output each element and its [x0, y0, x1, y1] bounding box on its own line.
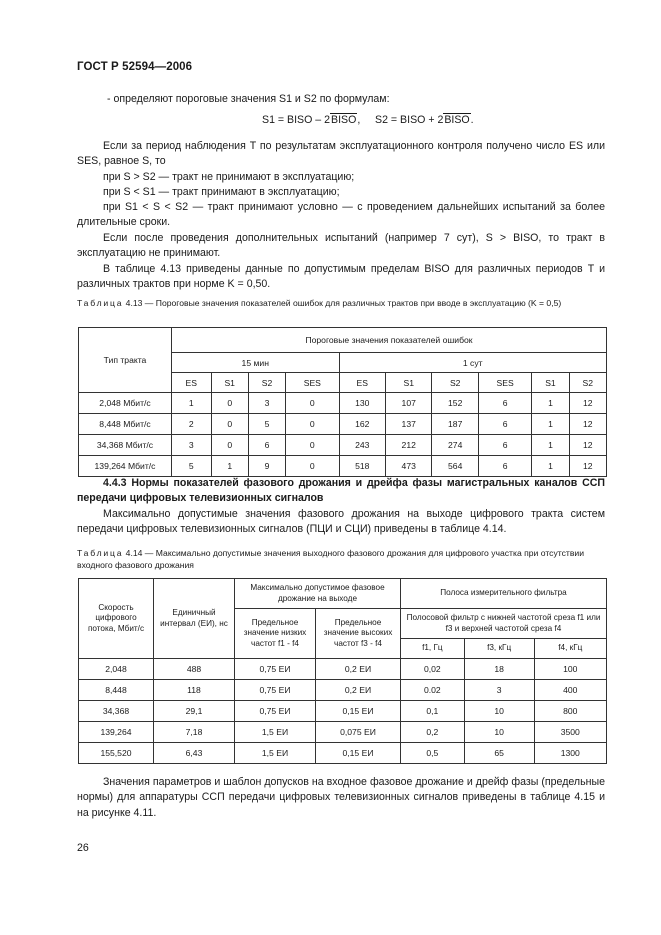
value-cell: 274 [432, 435, 478, 456]
formula-s1: S1 = BISO – 2 [262, 114, 331, 126]
value-cell: 1 [532, 393, 569, 414]
value-cell: 0,75 ЕИ [235, 680, 316, 701]
page-number: 26 [77, 842, 89, 854]
header-speed: Скорость цифрового потока, Мбит/с [79, 579, 154, 659]
value-cell: 0,075 ЕИ [316, 722, 401, 743]
error-threshold-table [78, 327, 607, 477]
formula-s2: S2 = BISO + 2 [375, 114, 444, 126]
header-1day: 1 сут [339, 353, 607, 373]
threshold-formula [262, 114, 474, 126]
value-cell: 0,1 [401, 701, 465, 722]
value-cell: 9 [248, 456, 285, 477]
table2-caption-text: 4.14 — Максимально допустимые значения выходного фазового дрожания для цифрового участка при отсутствии входного фазового дрожания [77, 548, 584, 570]
table-row [79, 743, 607, 764]
formula-end: . [470, 114, 474, 126]
value-cell: 0,15 ЕИ [316, 743, 401, 764]
value-cell: 1 [532, 456, 569, 477]
header-col: ES [172, 373, 212, 393]
header-col: S1 [385, 373, 431, 393]
value-cell: 6 [478, 393, 531, 414]
formula-s2-radicand: BISO [444, 114, 470, 126]
value-cell: 5 [248, 414, 285, 435]
speed-cell: 139,264 [79, 722, 154, 743]
section-heading: 4.4.3 Нормы показателей фазового дрожания и дрейфа фазы магистральных каналов ССП передачи цифровых телевизионных сигналов [77, 477, 605, 505]
value-cell: 0,75 ЕИ [235, 701, 316, 722]
value-cell: 12 [569, 414, 606, 435]
value-cell: 162 [339, 414, 385, 435]
header-15min: 15 мин [172, 353, 340, 373]
paragraph-additional-tests: Если после проведения дополнительных испытаний (например 7 сут), S > BISO, то тракт в эксплуатацию не принимают. [77, 232, 605, 260]
speed-cell: 34,368 [79, 701, 154, 722]
value-cell: 1 [172, 393, 212, 414]
section-text: Максимально допустимые значения фазового дрожания на выходе цифрового тракта систем передачи цифровых телевизионных сигналов (ПЦИ и СЦИ) приведены в таблице 4.14. [77, 508, 605, 536]
header-max-jitter: Максимально допустимое фазовое дрожание на выходе [235, 579, 401, 609]
table-row [79, 456, 607, 477]
value-cell: 1 [532, 414, 569, 435]
value-cell: 6 [248, 435, 285, 456]
path-type-cell: 8,448 Мбит/с [79, 414, 172, 435]
value-cell: 6 [478, 435, 531, 456]
value-cell: 0 [211, 414, 248, 435]
value-cell: 0,2 ЕИ [316, 680, 401, 701]
speed-cell: 2,048 [79, 659, 154, 680]
value-cell: 118 [154, 680, 235, 701]
path-type-cell: 2,048 Мбит/с [79, 393, 172, 414]
table-row [79, 435, 607, 456]
header-f1: f1, Гц [401, 639, 465, 659]
value-cell: 0 [286, 435, 339, 456]
value-cell: 0 [286, 456, 339, 477]
value-cell: 243 [339, 435, 385, 456]
value-cell: 1,5 ЕИ [235, 743, 316, 764]
header-col: S1 [532, 373, 569, 393]
value-cell: 187 [432, 414, 478, 435]
value-cell: 0,15 ЕИ [316, 701, 401, 722]
value-cell: 473 [385, 456, 431, 477]
header-filter-band: Полоса измерительного фильтра [401, 579, 607, 609]
table2-caption-word: Таблица [77, 548, 124, 558]
value-cell: 0,02 [401, 659, 465, 680]
value-cell: 6 [478, 414, 531, 435]
value-cell: 1300 [534, 743, 606, 764]
document-header: ГОСТ Р 52594—2006 [77, 61, 193, 73]
value-cell: 1 [532, 435, 569, 456]
table2-caption [77, 548, 605, 571]
speed-cell: 8,448 [79, 680, 154, 701]
value-cell: 3500 [534, 722, 606, 743]
header-col: S2 [569, 373, 606, 393]
header-thresholds: Пороговые значения показателей ошибок [172, 328, 607, 353]
value-cell: 10 [464, 701, 534, 722]
value-cell: 12 [569, 435, 606, 456]
paragraph-case-greater: при S > S2 — тракт не принимают в эксплуатацию; [103, 171, 355, 183]
intro-line: - определяют пороговые значения S1 и S2 по формулам: [107, 93, 390, 105]
table-row [79, 722, 607, 743]
header-unit-interval: Единичный интервал (ЕИ), нс [154, 579, 235, 659]
value-cell: 3 [248, 393, 285, 414]
speed-cell: 155,520 [79, 743, 154, 764]
path-type-cell: 139,264 Мбит/с [79, 456, 172, 477]
header-low-freq: Предельное значение низких частот f1 - f4 [235, 609, 316, 659]
header-high-freq: Предельное значение высоких частот f3 - f4 [316, 609, 401, 659]
paragraph-case-less: при S < S1 — тракт принимают в эксплуатацию; [103, 186, 340, 198]
value-cell: 0.02 [401, 680, 465, 701]
value-cell: 1 [211, 456, 248, 477]
paragraph-observation: Если за период наблюдения T по результатам эксплуатационного контроля получено число ES или SES, равное S, то [77, 140, 605, 168]
value-cell: 65 [464, 743, 534, 764]
table1-caption-text: 4.13 — Пороговые значения показателей ошибок для различных трактов при вводе в эксплуатацию (K = 0,5) [123, 298, 562, 308]
value-cell: 10 [464, 722, 534, 743]
table-row [79, 659, 607, 680]
value-cell: 107 [385, 393, 431, 414]
value-cell: 0,75 ЕИ [235, 659, 316, 680]
value-cell: 0,5 [401, 743, 465, 764]
value-cell: 488 [154, 659, 235, 680]
formula-s1-radicand: BISO [331, 114, 357, 126]
value-cell: 137 [385, 414, 431, 435]
header-f4: f4, кГц [534, 639, 606, 659]
value-cell: 564 [432, 456, 478, 477]
header-col: S2 [248, 373, 285, 393]
value-cell: 0 [286, 414, 339, 435]
value-cell: 0,2 [401, 722, 465, 743]
value-cell: 800 [534, 701, 606, 722]
value-cell: 0,2 ЕИ [316, 659, 401, 680]
value-cell: 1,5 ЕИ [235, 722, 316, 743]
path-type-cell: 34,368 Мбит/с [79, 435, 172, 456]
value-cell: 6,43 [154, 743, 235, 764]
value-cell: 0 [286, 393, 339, 414]
jitter-table [78, 578, 607, 764]
paragraph-case-between: при S1 < S < S2 — тракт принимают условно — с проведением дальнейших испытаний за более длительные сроки. [77, 201, 605, 229]
value-cell: 152 [432, 393, 478, 414]
paragraph-table-ref: В таблице 4.13 приведены данные по допустимым пределам BISO для различных периодов T и различных трактов при норме K = 0,50. [77, 263, 605, 291]
value-cell: 400 [534, 680, 606, 701]
table1-caption-word: Таблица [77, 298, 124, 308]
header-f3: f3, кГц [464, 639, 534, 659]
formula-sep: , [357, 114, 361, 126]
value-cell: 518 [339, 456, 385, 477]
value-cell: 7,18 [154, 722, 235, 743]
header-col: SES [286, 373, 339, 393]
value-cell: 18 [464, 659, 534, 680]
value-cell: 3 [464, 680, 534, 701]
value-cell: 29,1 [154, 701, 235, 722]
header-bandpass: Полосовой фильтр с нижней частотой среза f1 или f3 и верхней частотой среза f4 [401, 609, 607, 639]
value-cell: 130 [339, 393, 385, 414]
value-cell: 100 [534, 659, 606, 680]
value-cell: 12 [569, 393, 606, 414]
header-path-type: Тип тракта [79, 328, 172, 393]
table-row [79, 701, 607, 722]
value-cell: 0 [211, 393, 248, 414]
value-cell: 3 [172, 435, 212, 456]
closing-paragraph: Значения параметров и шаблон допусков на входное фазовое дрожание и дрейф фазы (предельные нормы) для аппаратуры ССП передачи цифровых телевизионных сигналов приведены в таблице 4.15 и на рисунке 4.11. [77, 776, 605, 819]
header-col: SES [478, 373, 531, 393]
value-cell: 5 [172, 456, 212, 477]
value-cell: 212 [385, 435, 431, 456]
header-col: S1 [211, 373, 248, 393]
header-col: S2 [432, 373, 478, 393]
table-row [79, 680, 607, 701]
value-cell: 0 [211, 435, 248, 456]
value-cell: 2 [172, 414, 212, 435]
value-cell: 6 [478, 456, 531, 477]
header-col: ES [339, 373, 385, 393]
table-row [79, 414, 607, 435]
value-cell: 12 [569, 456, 606, 477]
table-row [79, 393, 607, 414]
table1-caption [77, 298, 605, 310]
